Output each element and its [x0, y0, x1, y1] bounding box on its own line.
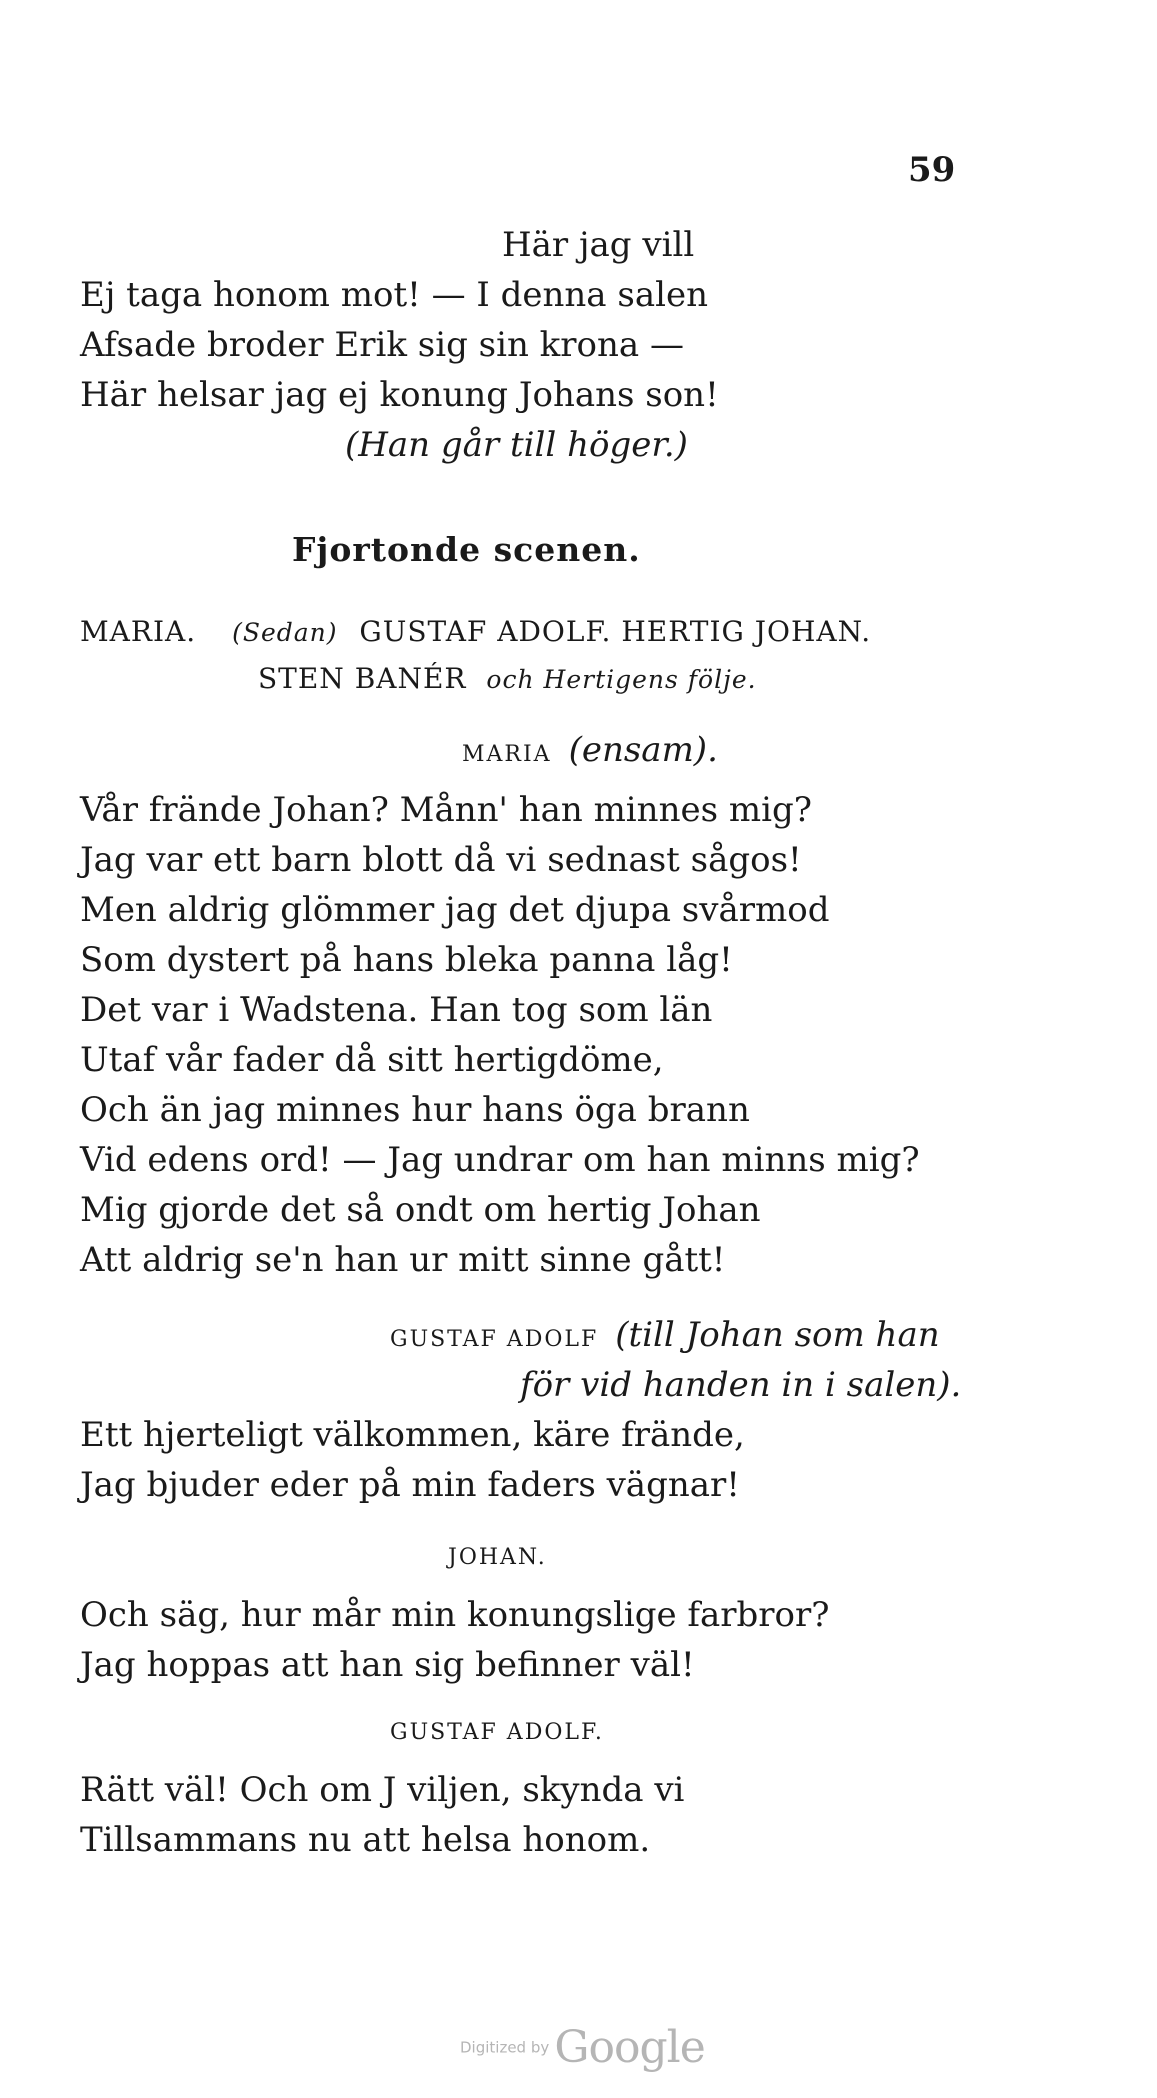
- verse-line: Vår frände Johan? Månn' han minnes mig?: [80, 790, 812, 830]
- speaker-direction: (till Johan som han: [615, 1315, 940, 1355]
- page-number: 59: [908, 150, 956, 190]
- speaker-name: MARIA: [462, 742, 552, 767]
- google-logo: Google: [554, 2022, 705, 2073]
- verse-line: Tillsammans nu att helsa honom.: [80, 1820, 651, 1860]
- verse-line: Här jag vill: [502, 225, 695, 265]
- speaker-name: GUSTAF ADOLF: [390, 1327, 599, 1352]
- cast-list-line-1: [80, 615, 871, 648]
- verse-line: Att aldrig se'n han ur mitt sinne gått!: [80, 1240, 726, 1280]
- verse-line: Jag var ett barn blott då vi sednast sågos!: [80, 840, 802, 880]
- cast-gustaf-johan: GUSTAF ADOLF. HERTIG JOHAN.: [359, 615, 872, 648]
- verse-line: Afsade broder Erik sig sin krona —: [80, 325, 684, 365]
- cast-maria: MARIA.: [80, 615, 197, 648]
- verse-line: Och säg, hur mår min konungslige farbror?: [80, 1595, 830, 1635]
- verse-line: Vid edens ord! — Jag undrar om han minns mig?: [80, 1140, 920, 1180]
- cast-sten-baner: STEN BANÉR: [258, 662, 467, 695]
- cast-follower: och Hertigens följe.: [486, 665, 757, 694]
- speaker-direction: (ensam).: [568, 730, 718, 770]
- verse-line: Jag bjuder eder på min faders vägnar!: [80, 1465, 740, 1505]
- stage-direction: (Han går till höger.): [345, 425, 688, 465]
- verse-line: Ej taga honom mot! — I denna salen: [80, 275, 708, 315]
- cast-list-line-2: [258, 662, 757, 695]
- verse-line: Utaf vår fader då sitt hertigdöme,: [80, 1040, 664, 1080]
- digitized-watermark: [460, 2022, 705, 2073]
- verse-line: Mig gjorde det så ondt om hertig Johan: [80, 1190, 761, 1230]
- verse-line: Som dystert på hans bleka panna låg!: [80, 940, 733, 980]
- cast-sedan: (Sedan): [232, 618, 338, 647]
- verse-line: Ett hjerteligt välkommen, käre frände,: [80, 1415, 745, 1455]
- scene-title: Fjortonde scenen.: [292, 530, 641, 569]
- verse-line: Jag hoppas att han sig befinner väl!: [80, 1645, 695, 1685]
- verse-line: Rätt väl! Och om J viljen, skynda vi: [80, 1770, 685, 1810]
- verse-line: Men aldrig glömmer jag det djupa svårmod: [80, 890, 830, 930]
- speaker-maria: [462, 730, 718, 770]
- watermark-prefix: Digitized by: [460, 2038, 550, 2057]
- speaker-gustaf-adolf: [390, 1315, 940, 1355]
- speaker-gustaf-adolf: GUSTAF ADOLF.: [390, 1720, 604, 1745]
- speaker-johan: JOHAN.: [448, 1545, 547, 1570]
- verse-line: Här helsar jag ej konung Johans son!: [80, 375, 719, 415]
- verse-line: Det var i Wadstena. Han tog som län: [80, 990, 713, 1030]
- verse-line: Och än jag minnes hur hans öga brann: [80, 1090, 750, 1130]
- speaker-direction-continued: för vid handen in i salen).: [520, 1365, 962, 1405]
